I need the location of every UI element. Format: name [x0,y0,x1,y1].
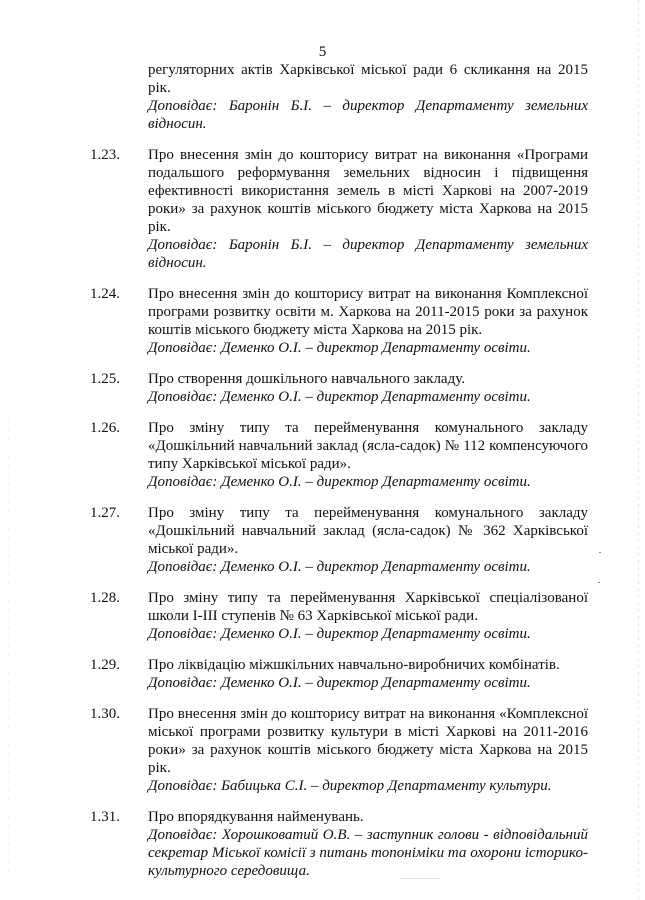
agenda-item [90,285,590,357]
scan-edge-right [638,0,639,900]
item-title: Про впорядкування найменувань. [148,809,364,825]
item-number: 1.30. [90,706,120,722]
speaker-label: Доповідає: [148,389,218,405]
agenda-content [90,61,590,893]
continuation-item [148,61,588,133]
speaker-name: Бабицька С.І. – директор Департаменту культури. [221,778,552,794]
item-number: 1.24. [90,286,120,302]
speaker-label: Доповідає: [148,559,218,575]
speaker-name: Баронін Б.І. – директор Департаменту земельних відносин. [148,98,589,132]
item-speaker [148,674,588,692]
item-title: Про внесення змін до кошторису витрат на виконання «Комплексної міської програми розвитку культури в місті Харкові на 2011-2016 роки» за рахунок коштів міського бюджету міста Харкова на 2015 рік. [148,706,588,776]
item-body [148,589,588,643]
speaker-name: Деменко О.І. – директор Департаменту освіти. [221,559,531,575]
speaker-label: Доповідає: [148,474,218,490]
item-speaker [148,777,588,795]
item-number: 1.29. [90,657,120,673]
speaker-name: Деменко О.І. – директор Департаменту освіти. [221,675,531,691]
agenda-item [90,419,590,491]
item-body [148,146,588,272]
speaker-name: Баронін Б.І. – директор Департаменту земельних відносин. [148,237,589,271]
agenda-item [90,808,590,880]
item-title: Про ліквідацію міжшкільних навчально-виробничих комбінатів. [148,657,560,673]
speaker-label: Доповідає: [148,827,218,843]
item-body [148,808,588,880]
item-body [148,285,588,357]
item-number: 1.23. [90,147,120,163]
item-speaker [148,388,588,406]
speaker-name: Деменко О.І. – директор Департаменту освіти. [221,389,531,405]
speaker-name: Хорошковатий О.В. – заступник голови - відповідальний секретар Міської комісії з питань топоніміки та охорони історико-культурного середовища. [148,827,588,879]
speaker-label: Доповідає: [148,98,218,114]
item-number: 1.31. [90,809,120,825]
speaker-label: Доповідає: [148,778,218,794]
item-body [148,504,588,576]
item-body [148,370,588,406]
item-number: 1.28. [90,590,120,606]
item-title: Про зміну типу та перейменування Харківської спеціалізованої школи І-ІІІ ступенів № 63 Харківської міської ради. [148,590,588,624]
item-title: Про зміну типу та перейменування комунального закладу «Дошкільний навчальний заклад (ясла-садок) № 112 компенсуючого типу Харківської міської ради». [148,420,588,472]
scan-speck [598,582,600,583]
agenda-item [90,656,590,692]
agenda-item [90,370,590,406]
speaker-name: Деменко О.І. – директор Департаменту освіти. [221,340,531,356]
continuation-title: регуляторних актів Харківської міської ради 6 скликання на 2015 рік. [148,62,588,96]
agenda-item [90,504,590,576]
agenda-item [90,705,590,795]
scan-edge-left [8,420,9,880]
item-body [148,656,588,692]
item-speaker [148,473,588,491]
continuation-speaker [148,97,588,133]
speaker-label: Доповідає: [148,237,218,253]
speaker-label: Доповідає: [148,340,218,356]
item-body [148,419,588,491]
scan-speck [599,552,601,553]
item-speaker [148,236,588,272]
item-title: Про створення дошкільного навчального закладу. [148,371,465,387]
item-speaker [148,339,588,357]
item-speaker [148,826,588,880]
speaker-name: Деменко О.І. – директор Департаменту освіти. [221,474,531,490]
speaker-label: Доповідає: [148,675,218,691]
item-number: 1.25. [90,371,120,387]
item-title: Про внесення змін до кошторису витрат на виконання Комплексної програми розвитку освіти м. Харкова на 2011-2015 роки за рахунок коштів міського бюджету міста Харкова на 2015 рік. [148,286,588,338]
scan-smudge [400,878,440,879]
speaker-label: Доповідає: [148,626,218,642]
page-number: 5 [318,44,327,60]
agenda-item [90,589,590,643]
item-speaker [148,558,588,576]
item-number: 1.27. [90,505,120,521]
item-number: 1.26. [90,420,120,436]
item-title: Про внесення змін до кошторису витрат на виконання «Програми подальшого реформування земельних відносин і підвищення ефективності використання земель в місті Харкові на 2007-2019 роки» за рахунок коштів міського бюджету міста Харкова на 2015 рік. [148,147,588,235]
agenda-item [90,146,590,272]
item-title: Про зміну типу та перейменування комунального закладу «Дошкільний навчальний заклад (ясла-садок) № 362 Харківської міської ради». [148,505,588,557]
item-speaker [148,625,588,643]
item-body [148,705,588,795]
speaker-name: Деменко О.І. – директор Департаменту освіти. [221,626,531,642]
